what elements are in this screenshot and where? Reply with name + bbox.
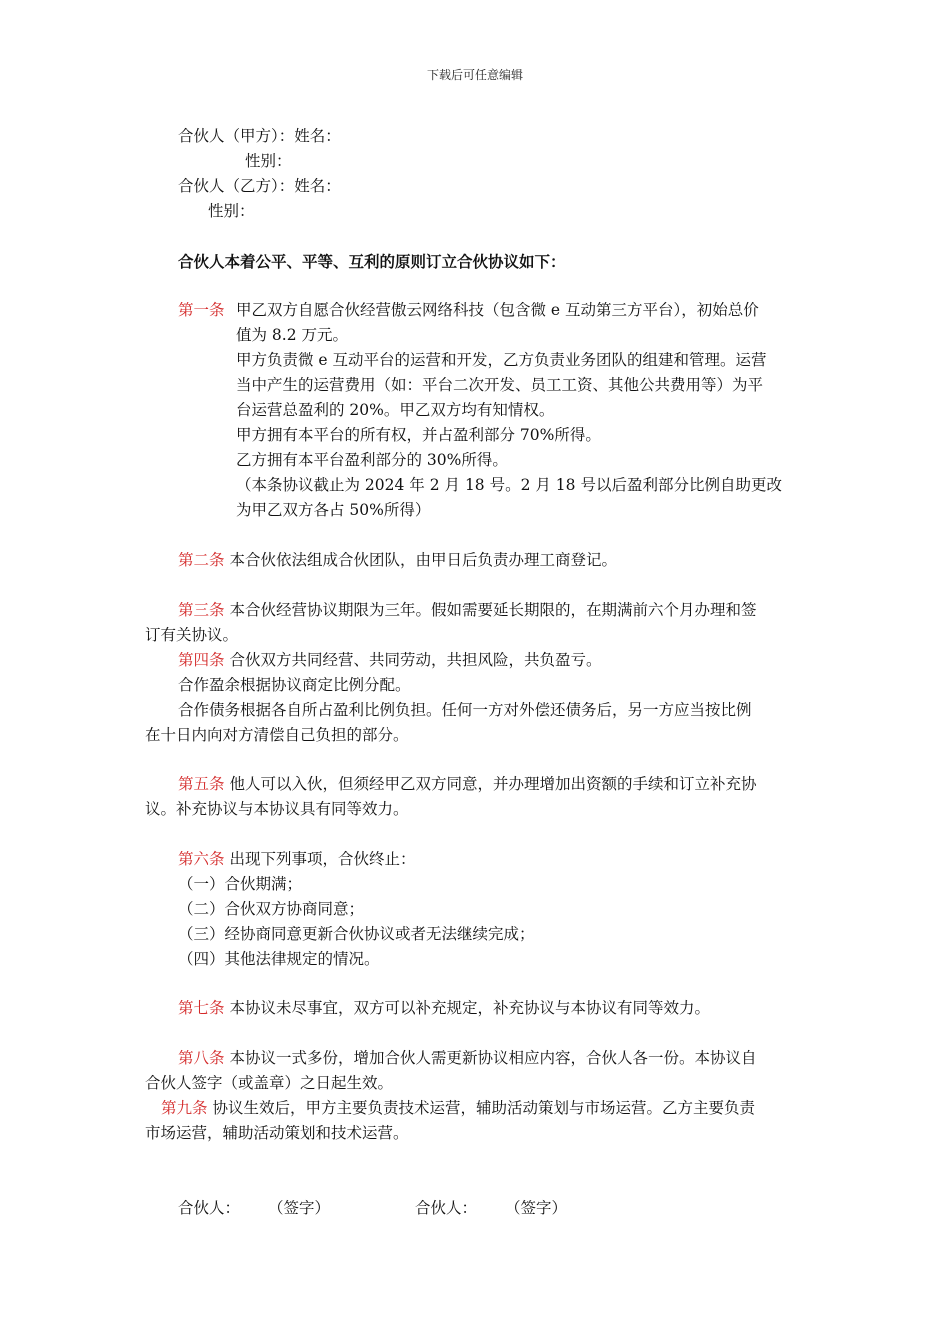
article-7-label: 第七条 <box>178 999 225 1017</box>
page-header: 下载后可任意编辑 <box>426 68 523 82</box>
list-item: （一）合伙期满； <box>178 875 303 893</box>
signature-right-label: 合伙人： <box>415 1199 478 1217</box>
article-3 <box>178 598 756 623</box>
article-5 <box>178 772 756 797</box>
article-4-para: 合作盈余根据协议商定比例分配。 <box>178 676 411 694</box>
article-7-text: 本协议未尽事宜，双方可以补充规定，补充协议与本协议有同等效力。 <box>229 999 710 1017</box>
article-9-line: 市场运营，辅助活动策划和技术运营。 <box>145 1124 409 1142</box>
signature-left-label: 合伙人： <box>178 1199 241 1217</box>
list-item: （四）其他法律规定的情况。 <box>178 950 380 968</box>
list-item: （二）合伙双方协商同意； <box>178 900 365 918</box>
article-4-para: 在十日内向对方清偿自己负担的部分。 <box>145 726 409 744</box>
article-6-text: 出现下列事项，合伙终止： <box>229 850 416 868</box>
article-9-label: 第九条 <box>161 1099 208 1117</box>
article-1-line: 甲方拥有本平台的所有权，并占盈利部分 70%所得。 <box>236 426 601 444</box>
article-3-label: 第三条 <box>178 601 225 619</box>
article-1-line: 台运营总盈利的 20%。甲乙双方均有知情权。 <box>236 401 555 419</box>
article-1-line: 甲方负责微 e 互动平台的运营和开发，乙方负责业务团队的组建和管理。运营 <box>236 351 767 369</box>
party-b-gender: 性别： <box>208 202 255 220</box>
article-9-line: 协议生效后，甲方主要负责技术运营，辅助活动策划与市场运营。乙方主要负责 <box>212 1099 755 1117</box>
party-b-name: 合伙人（乙方）：姓名： <box>178 177 341 195</box>
article-3-line: 本合伙经营协议期限为三年。假如需要延长期限的，在期满前六个月办理和签 <box>229 601 757 619</box>
article-5-label: 第五条 <box>178 775 225 793</box>
article-6 <box>178 847 415 872</box>
article-3-line: 订有关协议。 <box>145 626 239 644</box>
party-a-gender: 性别： <box>245 152 292 170</box>
article-2-label: 第二条 <box>178 551 225 569</box>
article-1-line: 当中产生的运营费用（如：平台二次开发、员工工资、其他公共费用等）为平 <box>236 376 764 394</box>
article-1-line: 乙方拥有本平台盈利部分的 30%所得。 <box>236 451 508 469</box>
signature-left-sign: （签字） <box>268 1199 331 1217</box>
article-5-line: 他人可以入伙，但须经甲乙双方同意，并办理增加出资额的手续和订立补充协 <box>229 775 757 793</box>
article-2-text: 本合伙依法组成合伙团队，由甲日后负责办理工商登记。 <box>229 551 617 569</box>
article-7 <box>178 996 710 1021</box>
article-1-line: （本条协议截止为 2024 年 2 月 18 号。2 月 18 号以后盈利部分比例自助更改 <box>236 476 782 494</box>
article-1-line: 值为 8.2 万元。 <box>236 326 349 344</box>
article-8-label: 第八条 <box>178 1049 225 1067</box>
article-1-line: 甲乙双方自愿合伙经营傲云网络科技（包含微 e 互动第三方平台），初始总价 <box>236 301 759 319</box>
signature-right-sign: （签字） <box>505 1199 568 1217</box>
article-2 <box>178 548 617 573</box>
article-8-line: 合伙人签字（或盖章）之日起生效。 <box>145 1074 394 1092</box>
article-8-line: 本协议一式多份，增加合伙人需更新协议相应内容，合伙人各一份。本协议自 <box>229 1049 757 1067</box>
article-4-text: 合伙双方共同经营、共同劳动，共担风险，共负盈亏。 <box>229 651 602 669</box>
article-6-label: 第六条 <box>178 850 225 868</box>
article-5-line: 议。补充协议与本协议具有同等效力。 <box>145 800 409 818</box>
article-4-label: 第四条 <box>178 651 225 669</box>
article-1-label: 第一条 <box>178 301 225 319</box>
article-8 <box>178 1046 756 1071</box>
article-4 <box>178 648 601 673</box>
article-1-line: 为甲乙双方各占 50%所得） <box>236 501 431 519</box>
list-item: （三）经协商同意更新合伙协议或者无法继续完成； <box>178 925 535 943</box>
party-a-name: 合伙人（甲方）：姓名： <box>178 127 341 145</box>
article-9 <box>161 1096 755 1121</box>
intro-text: 合伙人本着公平、平等、互利的原则订立合伙协议如下： <box>178 252 566 271</box>
article-4-para: 合作债务根据各自所占盈利比例负担。任何一方对外偿还债务后，另一方应当按比例 <box>178 701 752 719</box>
